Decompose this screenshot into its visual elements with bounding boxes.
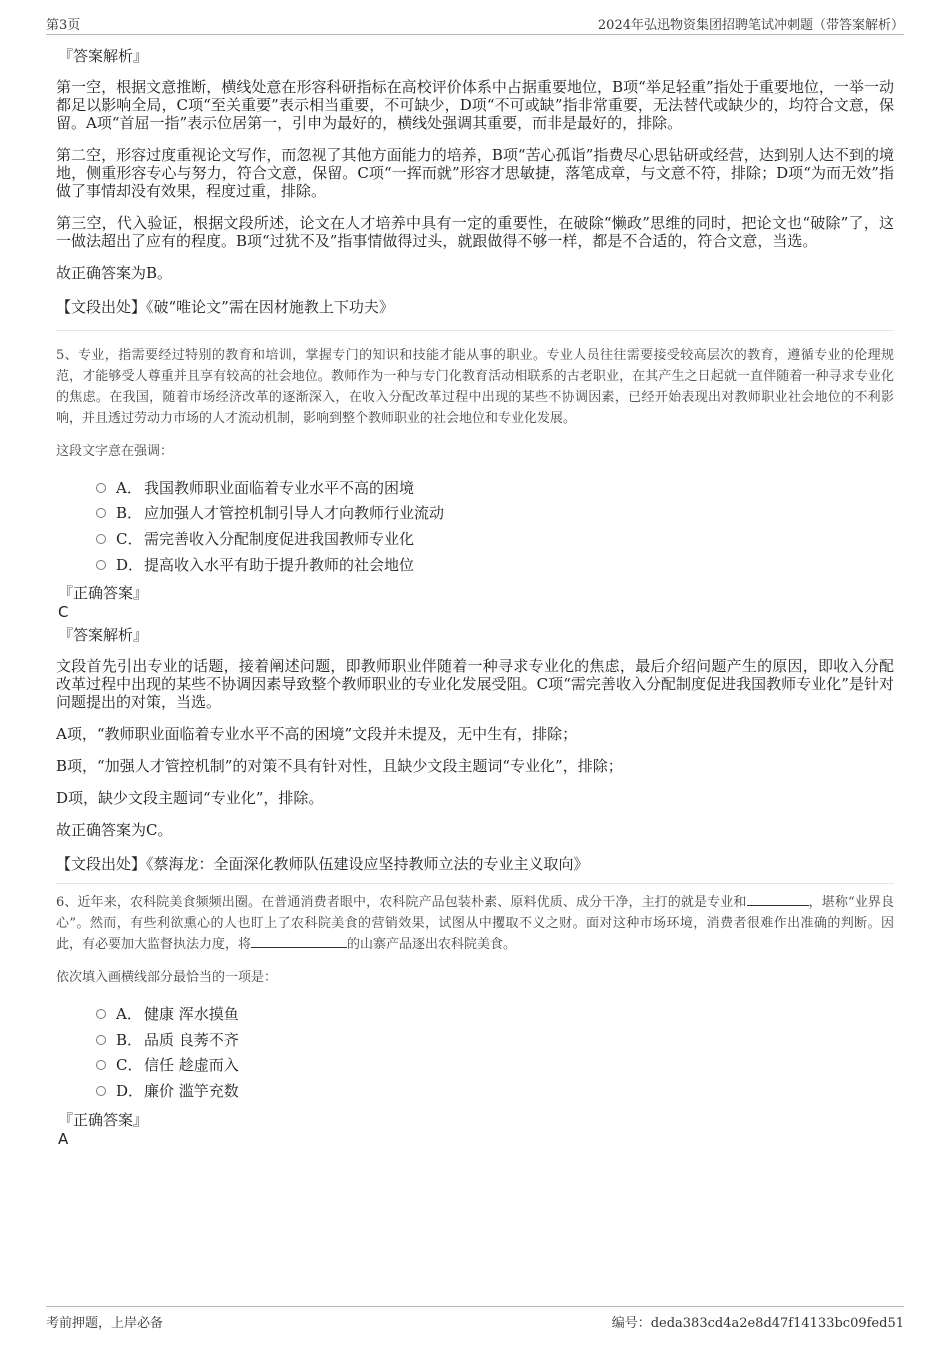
page-number: 第3页 [46,18,81,33]
q4-analysis-blank1: 第一空，根据文意推断，横线处意在形容科研指标在高校评价体系中占据重要地位，B项“举足轻重”指处于重要地位，一举一动都足以影响全局，C项“至关重要”表示相当重要，不可缺少，D项“不可或缺”指非常重要，无法替代或缺少的，均符合文意，保留。A项“首屈一指”表示位居第一，引申为最好的，横线处强调其重要，而非是最好的，排除。 [56,78,894,132]
q5-analysis-b: B项，“加强人才管控机制”的对策不具有针对性，且缺少文段主题词“专业化”，排除； [56,757,623,776]
q6-options [96,1001,894,1103]
q5-options [96,475,894,577]
option-text: 提高收入水平有助于提升教师的社会地位 [144,555,415,574]
option-text: 廉价 滥竽充数 [144,1081,239,1100]
footer-slogan: 考前押题，上岸必备 [46,1316,164,1331]
page-footer [46,1306,904,1333]
q6-answer: A [58,1129,69,1148]
q5-answer: C [58,603,69,622]
radio-icon[interactable] [96,1009,106,1019]
fill-blank-2 [251,947,347,948]
option-text: 信任 趁虚而入 [144,1056,239,1075]
q6-passage-part3: 的山寨产品逐出农科院美食。 [347,937,517,953]
option-text: 健康 浑水摸鱼 [144,1005,239,1024]
option-key: B． [116,504,143,523]
option-key: A． [116,1005,142,1024]
radio-icon[interactable] [96,508,106,518]
document-id: 编号：deda383cd4a2e8d47f14133bc09fed51 [611,1316,904,1331]
q4-source: 【文段出处】《破“唯论文”需在因材施教上下功夫》 [56,298,394,316]
option-text: 应加强人才管控机制引导人才向教师行业流动 [144,504,445,523]
radio-icon[interactable] [96,560,106,570]
option-key: C． [116,529,143,548]
q5-analysis-d: D项，缺少文段主题词“专业化”，排除。 [56,789,324,808]
fill-blank-1 [747,905,809,906]
q5-option-d[interactable] [96,552,894,578]
option-key: D． [116,1081,144,1100]
q4-analysis-blank2: 第二空，形容过度重视论文写作，而忽视了其他方面能力的培养，B项“苦心孤诣”指费尽心思钻研或经营，达到别人达不到的境地，侧重形容专心与努力，符合文意，保留。C项“一挥而就”形容才思敏捷，落笔成章，与文意不符，排除；D项“为而无效”指做了事情却没有效果，程度过重，排除。 [56,146,894,200]
q5-answer-label: 『正确答案』 [58,584,149,603]
q4-conclusion: 故正确答案为B。 [56,264,173,282]
radio-icon[interactable] [96,534,106,544]
section-divider [56,883,894,884]
q6-passage [56,892,894,955]
q6-option-d[interactable] [96,1078,894,1104]
q6-answer-label: 『正确答案』 [58,1110,149,1129]
q5-analysis-a: A项，“教师职业面临着专业水平不高的困境”文段并未提及，无中生有，排除； [56,725,578,744]
q4-analysis-section [56,46,894,316]
section-divider [56,330,894,331]
q5-conclusion: 故正确答案为C。 [56,821,173,840]
radio-icon[interactable] [96,483,106,493]
q5-option-c[interactable] [96,526,894,552]
page-content [56,46,894,1148]
document-title: 2024年弘迅物资集团招聘笔试冲刺题（带答案解析） [597,18,904,33]
option-key: D． [116,555,144,574]
option-text: 需完善收入分配制度促进我国教师专业化 [144,529,415,548]
page-header [46,12,904,35]
q4-analysis-blank3: 第三空，代入验证，根据文段所述，论文在人才培养中具有一定的重要性，在破除“懒政”思维的同时，把论文也“破除”了，这一做法超出了应有的程度。B项“过犹不及”指事情做得过头，就跟做得不够一样，都是不合适的，符合文意，当选。 [56,214,894,250]
q5-prompt: 这段文字意在强调： [56,444,174,459]
radio-icon[interactable] [96,1035,106,1045]
option-text: 我国教师职业面临着专业水平不高的困境 [144,478,415,497]
question-6 [56,892,894,1147]
radio-icon[interactable] [96,1060,106,1070]
q6-passage-part2: ，堪称“业界良心”。然而，有些利欲熏心的人也盯上了农科院美食的营销效果，试图从中攫取不义之财。面对这种市场环境，消费者很难作出准确的判断。因此，有必要加大监督执法力度，将 [56,895,894,953]
q6-option-b[interactable] [96,1027,894,1053]
q5-source: 【文段出处】《蔡海龙：全面深化教师队伍建设应坚持教师立法的专业主义取向》 [56,855,589,874]
question-5 [56,345,894,873]
q6-passage-part1: 6、近年来，农科院美食频频出圈。在普通消费者眼中，农科院产品包装朴素、原料优质、成分干净，主打的就是专业和 [56,895,747,911]
q5-option-a[interactable] [96,475,894,501]
option-key: B． [116,1030,143,1049]
q6-option-a[interactable] [96,1001,894,1027]
option-key: C． [116,1056,143,1075]
q6-option-c[interactable] [96,1053,894,1079]
q5-analysis-main: 文段首先引出专业的话题，接着阐述问题，即教师职业伴随着一种寻求专业化的焦虑，最后介绍问题产生的原因，即收入分配改革过程中出现的某些不协调因素导致整个教师职业的专业化发展受阻。C项“需完善收入分配制度促进我国教师专业化”是针对问题提出的对策，当选。 [56,657,894,712]
q5-option-b[interactable] [96,501,894,527]
q4-analysis-label: 『答案解析』 [58,47,149,65]
radio-icon[interactable] [96,1086,106,1096]
q6-prompt: 依次填入画横线部分最恰当的一项是： [56,970,278,986]
q5-analysis-label: 『答案解析』 [58,626,149,645]
q5-passage: 5、专业，指需要经过特别的教育和培训，掌握专门的知识和技能才能从事的职业。专业人员往往需要接受较高层次的教育，遵循专业的伦理规范，才能够受人尊重并且享有较高的社会地位。教师作为一种与专门化教育活动相联系的古老职业，在其产生之日起就一直伴随着一种寻求专业化的焦虑。在我国，随着市场经济改革的逐渐深入，在收入分配改革过程中出现的某些不协调因素，已经开始表现出对教师职业社会地位的不利影响，并且透过劳动力市场的人才流动机制，影响到整个教师职业的社会地位和专业化发展。 [56,348,894,426]
option-key: A． [116,478,142,497]
option-text: 品质 良莠不齐 [144,1030,239,1049]
